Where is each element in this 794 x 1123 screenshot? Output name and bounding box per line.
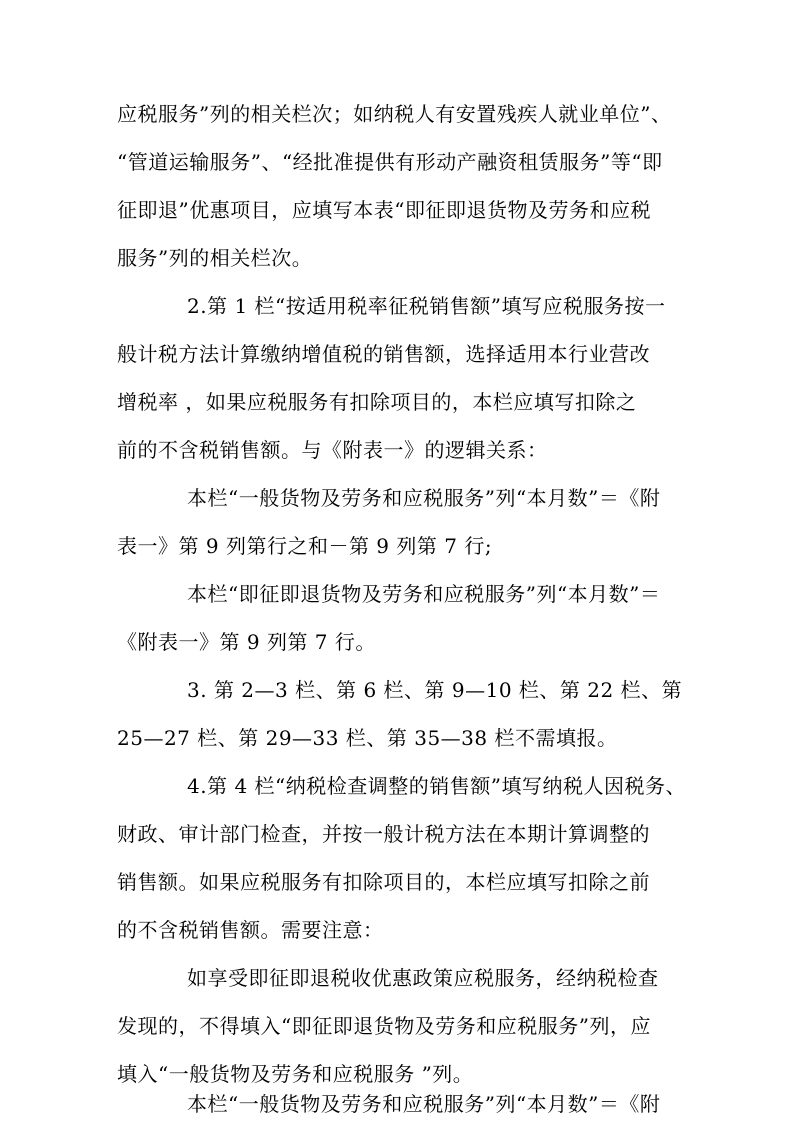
text-line: 4.第 4 栏“纳税检查调整的销售额”填写纳税人因税务、 — [187, 774, 686, 798]
text-line: 《附表一》第 9 列第 7 行。 — [117, 630, 376, 654]
text-line: 2.第 1 栏“按适用税率征税销售额”填写应税服务按一 — [187, 294, 666, 318]
text-line: 填入“一般货物及劳务和应税服务 ”列。 — [117, 1062, 474, 1086]
text-line: 财政、审计部门检查，并按一般计税方法在本期计算调整的 — [117, 822, 650, 846]
text-line: 25—27 栏、第 29—33 栏、第 35—38 栏不需填报。 — [117, 726, 618, 750]
text-line: 服务”列的相关栏次。 — [117, 246, 313, 270]
text-line: 发现的，不得填入“即征即退货物及劳务和应税服务”列，应 — [117, 1014, 651, 1038]
text-line: 销售额。如果应税服务有扣除项目的，本栏应填写扣除之前 — [117, 870, 650, 894]
text-line: 前的不含税销售额。与《附表一》的逻辑关系： — [117, 438, 548, 462]
text-line: 表一》第 9 列第行之和－第 9 列第 7 行; — [117, 534, 493, 558]
text-line: 3. 第 2—3 栏、第 6 栏、第 9—10 栏、第 22 栏、第 — [187, 678, 683, 702]
text-line: 本栏“一般货物及劳务和应税服务”列“本月数”＝《附 — [187, 1092, 661, 1116]
text-line: 的不含税销售额。需要注意： — [117, 918, 384, 942]
text-line: 本栏“一般货物及劳务和应税服务”列“本月数”＝《附 — [187, 486, 661, 510]
text-line: 如享受即征即退税收优惠政策应税服务，经纳税检查 — [187, 966, 659, 990]
text-line: 本栏“即征即退货物及劳务和应税服务”列“本月数”＝ — [187, 582, 661, 606]
text-line: 增税率 ，如果应税服务有扣除项目的，本栏应填写扣除之 — [117, 390, 637, 414]
text-line: 应税服务”列的相关栏次；如纳税人有安置残疾人就业单位”、 — [117, 102, 672, 126]
text-line: “管道运输服务”、“经批准提供有形动产融资租赁服务”等“即 — [117, 150, 663, 174]
text-line: 征即退”优惠项目，应填写本表“即征即退货物及劳务和应税 — [117, 198, 651, 222]
text-line: 般计税方法计算缴纳增值税的销售额，选择适用本行业营改 — [117, 342, 650, 366]
